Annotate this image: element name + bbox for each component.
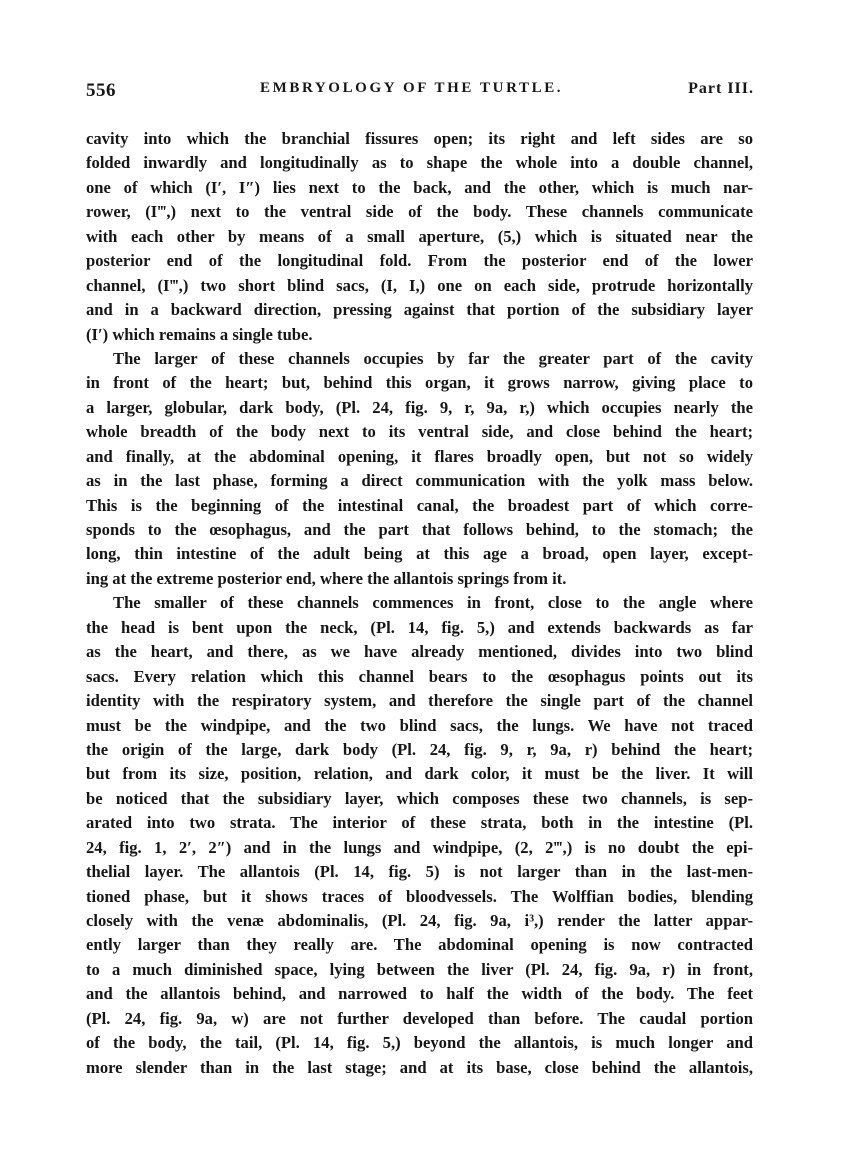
text-line: more slender than in the last stage; and at its base, close behind the allantois, <box>86 1057 753 1077</box>
text-line: whole breadth of the body next to its ventral side, and close behind the heart; <box>86 422 753 442</box>
text-line: cavity into which the branchial fissures open; its right and left sides are so <box>86 129 753 148</box>
text-line: (Pl. 24, fig. 9a, w) are not further developed than before. The caudal portion <box>86 1008 753 1028</box>
text-line: identity with the respiratory system, and therefore the single part of the channel <box>86 691 753 711</box>
text-line: to a much diminished space, lying between the liver (Pl. 24, fig. 9a, r) in front, <box>86 959 753 979</box>
paragraph <box>86 347 753 591</box>
text-line: must be the windpipe, and the two blind sacs, the lungs. We have not traced <box>86 715 753 735</box>
text-line: a larger, globular, dark body, (Pl. 24, fig. 9, r, 9a, r,) which occupies nearly the <box>86 397 753 417</box>
page-number: 556 <box>86 80 116 101</box>
text-line: and the allantois behind, and narrowed to half the width of the body. The feet <box>86 984 753 1004</box>
text-line: (I′) which remains a single tube. <box>86 324 313 344</box>
text-line: This is the beginning of the intestinal canal, the broadest part of which corre- <box>86 495 753 515</box>
text-line: the head is bent upon the neck, (Pl. 14, fig. 5,) and extends backwards as far <box>86 617 753 637</box>
text-line: and finally, at the abdominal opening, it flares broadly open, but not so widely <box>86 446 753 466</box>
text-line: sacs. Every relation which this channel bears to the œsophagus points out its <box>86 666 753 686</box>
text-line: closely with the venæ abdominalis, (Pl. 24, fig. 9a, i³,) render the latter appar- <box>86 911 753 930</box>
part-label: Part III. <box>688 80 754 97</box>
paragraph <box>86 127 753 347</box>
text-line: the origin of the large, dark body (Pl. 24, fig. 9, r, 9a, r) behind the heart; <box>86 739 753 759</box>
text-line: The larger of these channels occupies by far the greater part of the cavity <box>113 348 753 368</box>
text-line: of the body, the tail, (Pl. 14, fig. 5,) beyond the allantois, is much longer and <box>86 1033 753 1053</box>
text-line: tioned phase, but it shows traces of bloodvessels. The Wolffian bodies, blending <box>86 886 753 906</box>
text-line: ently larger than they really are. The abdominal opening is now contracted <box>86 935 753 955</box>
paragraph <box>86 591 753 1080</box>
text-line: arated into two strata. The interior of these strata, both in the intestine (Pl. <box>86 813 753 833</box>
text-line: sponds to the œsophagus, and the part that follows behind, to the stomach; the <box>86 520 753 539</box>
text-line: thelial layer. The allantois (Pl. 14, fig. 5) is not larger than in the last-men- <box>86 862 753 882</box>
text-line: rower, (I‴,) next to the ventral side of the body. These channels communicate <box>86 202 753 222</box>
text-line: folded inwardly and longitudinally as to shape the whole into a double channel, <box>86 153 753 173</box>
text-line: as the heart, and there, as we have already mentioned, divides into two blind <box>86 642 753 662</box>
text-line: ing at the extreme posterior end, where the allantois springs from it. <box>86 568 567 588</box>
text-line: one of which (I′, I″) lies next to the back, and the other, which is much nar- <box>86 177 753 197</box>
text-line: channel, (I‴,) two short blind sacs, (I, I,) one on each side, protrude horizontally <box>86 275 753 295</box>
running-head <box>86 80 754 110</box>
text-line: in front of the heart; but, behind this organ, it grows narrow, giving place to <box>86 373 753 393</box>
text-line: long, thin intestine of the adult being at this age a broad, open layer, except- <box>86 544 753 564</box>
body-text <box>86 127 753 1080</box>
text-line: 24, fig. 1, 2′, 2″) and in the lungs and windpipe, (2, 2‴,) is no doubt the epi- <box>86 837 753 857</box>
text-line: be noticed that the subsidiary layer, which composes these two channels, is sep- <box>86 788 753 808</box>
text-line: and in a backward direction, pressing against that portion of the subsidiary layer <box>86 300 753 320</box>
text-line: as in the last phase, forming a direct communication with the yolk mass below. <box>86 471 753 491</box>
text-line: but from its size, position, relation, and dark color, it must be the liver. It will <box>86 764 753 784</box>
text-line: with each other by means of a small aperture, (5,) which is situated near the <box>86 226 753 246</box>
text-line: The smaller of these channels commences in front, close to the angle where <box>113 593 753 613</box>
text-line: posterior end of the longitudinal fold. From the posterior end of the lower <box>86 251 753 271</box>
running-title: EMBRYOLOGY OF THE TURTLE. <box>260 80 564 96</box>
